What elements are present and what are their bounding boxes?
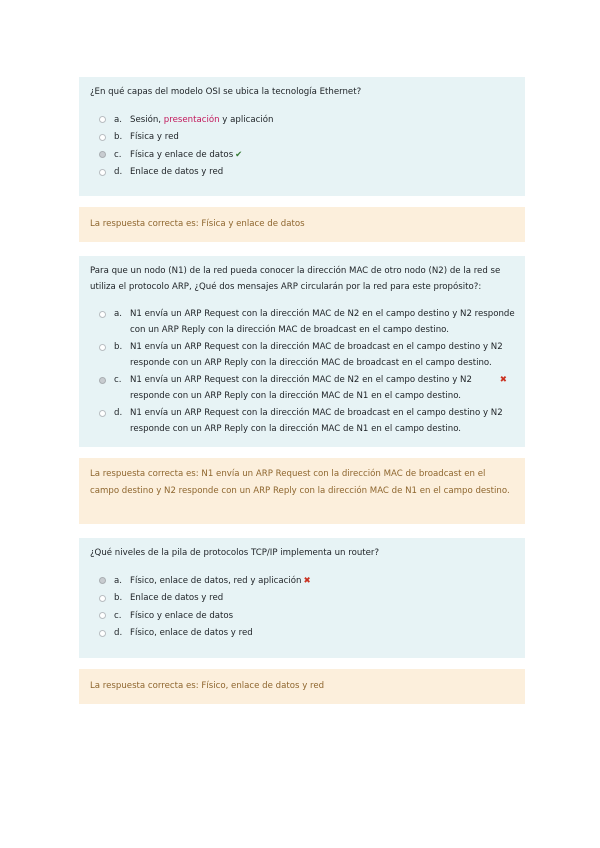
answer-text: Física y red [130,132,179,142]
answer-option-selected[interactable] [90,148,515,164]
answer-option[interactable] [90,307,515,338]
answer-text-part: Físico, enlace de datos, red y aplicación [130,575,302,586]
feedback-3-text: La respuesta correcta es: Físico, enlace de datos y red [90,681,325,691]
question-3-text: ¿Qué niveles de la pila de protocolos TCP/IP implementa un router? [90,548,380,558]
answer-text: Enlace de datos y red [130,593,224,603]
radio-button[interactable] [99,612,106,619]
answer-text-part: Física y enlace de datos [130,149,234,160]
radio-button[interactable] [99,134,106,141]
answer-text: Físico, enlace de datos y red [130,628,253,638]
answer-text: Enlace de datos y red [130,167,224,177]
question-2-box [79,256,525,447]
radio-button[interactable] [99,116,106,123]
answer-option[interactable] [90,626,515,642]
answer-letter: d. [114,628,123,638]
radio-button-checked[interactable] [99,151,106,158]
answer-option-selected[interactable] [90,373,515,404]
answer-text: N1 envía un ARP Request con la dirección MAC de broadcast en el campo destino y N2 responde con un ARP Reply con la dirección MAC de N1 en el campo destino. [130,408,503,434]
radio-button[interactable] [99,630,106,637]
answer-list [90,307,515,437]
question-1-text: ¿En qué capas del modelo OSI se ubica la tecnología Ethernet? [90,87,362,97]
cross-icon: ✖ [499,375,507,385]
answer-letter: c. [114,610,122,621]
answer-text: Físico y enlace de datos [130,610,234,621]
answer-text [130,574,515,590]
feedback-2-text: La respuesta correcta es: N1 envía un ARP Request con la dirección MAC de broadcast en el campo destino y N2 responde con un ARP Reply con la dirección MAC de N1 en el campo destino. [90,469,510,496]
feedback-1-box [79,207,525,242]
feedback-2-box [79,458,525,524]
answer-list [90,574,515,642]
answer-text-part: y aplicación [219,114,274,125]
answer-option[interactable] [90,591,515,607]
answer-text: N1 envía un ARP Request con la dirección MAC de broadcast en el campo destino y N2 responde con un ARP Reply con la dirección MAC de broadcast en el campo destino. [130,342,503,368]
answer-text-part: Sesión, [130,114,164,125]
radio-button[interactable] [99,410,106,417]
answer-text: N1 envía un ARP Request con la dirección MAC de N2 en el campo destino y N2 responde con un ARP Reply con la dirección MAC de N1 en el campo destino. [130,375,472,401]
radio-button[interactable] [99,595,106,602]
answer-option[interactable] [90,340,515,371]
answer-option[interactable] [90,130,515,146]
question-2-text: Para que un nodo (N1) de la red pueda conocer la dirección MAC de otro nodo (N2) de la red se utiliza el protocolo ARP, ¿Qué dos mensajes ARP circularán por la red para este propósito?: [90,266,501,292]
answer-text [130,148,515,164]
answer-list [90,113,515,181]
highlighted-word: presentación [163,114,220,125]
radio-button[interactable] [99,311,106,318]
radio-button-checked[interactable] [99,577,106,584]
answer-letter: a. [114,309,122,319]
answer-letter: a. [114,575,122,586]
answer-text [130,113,515,129]
cross-icon: ✖ [303,575,311,586]
radio-button-checked[interactable] [99,377,106,384]
answer-option[interactable] [90,165,515,181]
answer-letter: b. [114,342,123,352]
question-1-box [79,77,525,196]
answer-letter: b. [114,593,123,603]
answer-option-selected[interactable] [90,574,515,590]
answer-text: N1 envía un ARP Request con la dirección MAC de N2 en el campo destino y N2 responde con un ARP Reply con la dirección MAC de broadcast en el campo destino. [130,309,515,335]
answer-option[interactable] [90,113,515,129]
answer-option[interactable] [90,406,515,437]
answer-letter: a. [114,114,122,125]
answer-letter: c. [114,375,122,385]
feedback-1-text: La respuesta correcta es: Física y enlace de datos [90,219,305,229]
answer-option[interactable] [90,609,515,625]
radio-button[interactable] [99,344,106,351]
question-3-box [79,538,525,658]
answer-letter: b. [114,132,123,142]
answer-letter: d. [114,167,123,177]
answer-letter: c. [114,149,122,160]
radio-button[interactable] [99,169,106,176]
check-icon: ✔ [235,149,243,160]
answer-letter: d. [114,408,123,418]
feedback-3-box [79,669,525,704]
